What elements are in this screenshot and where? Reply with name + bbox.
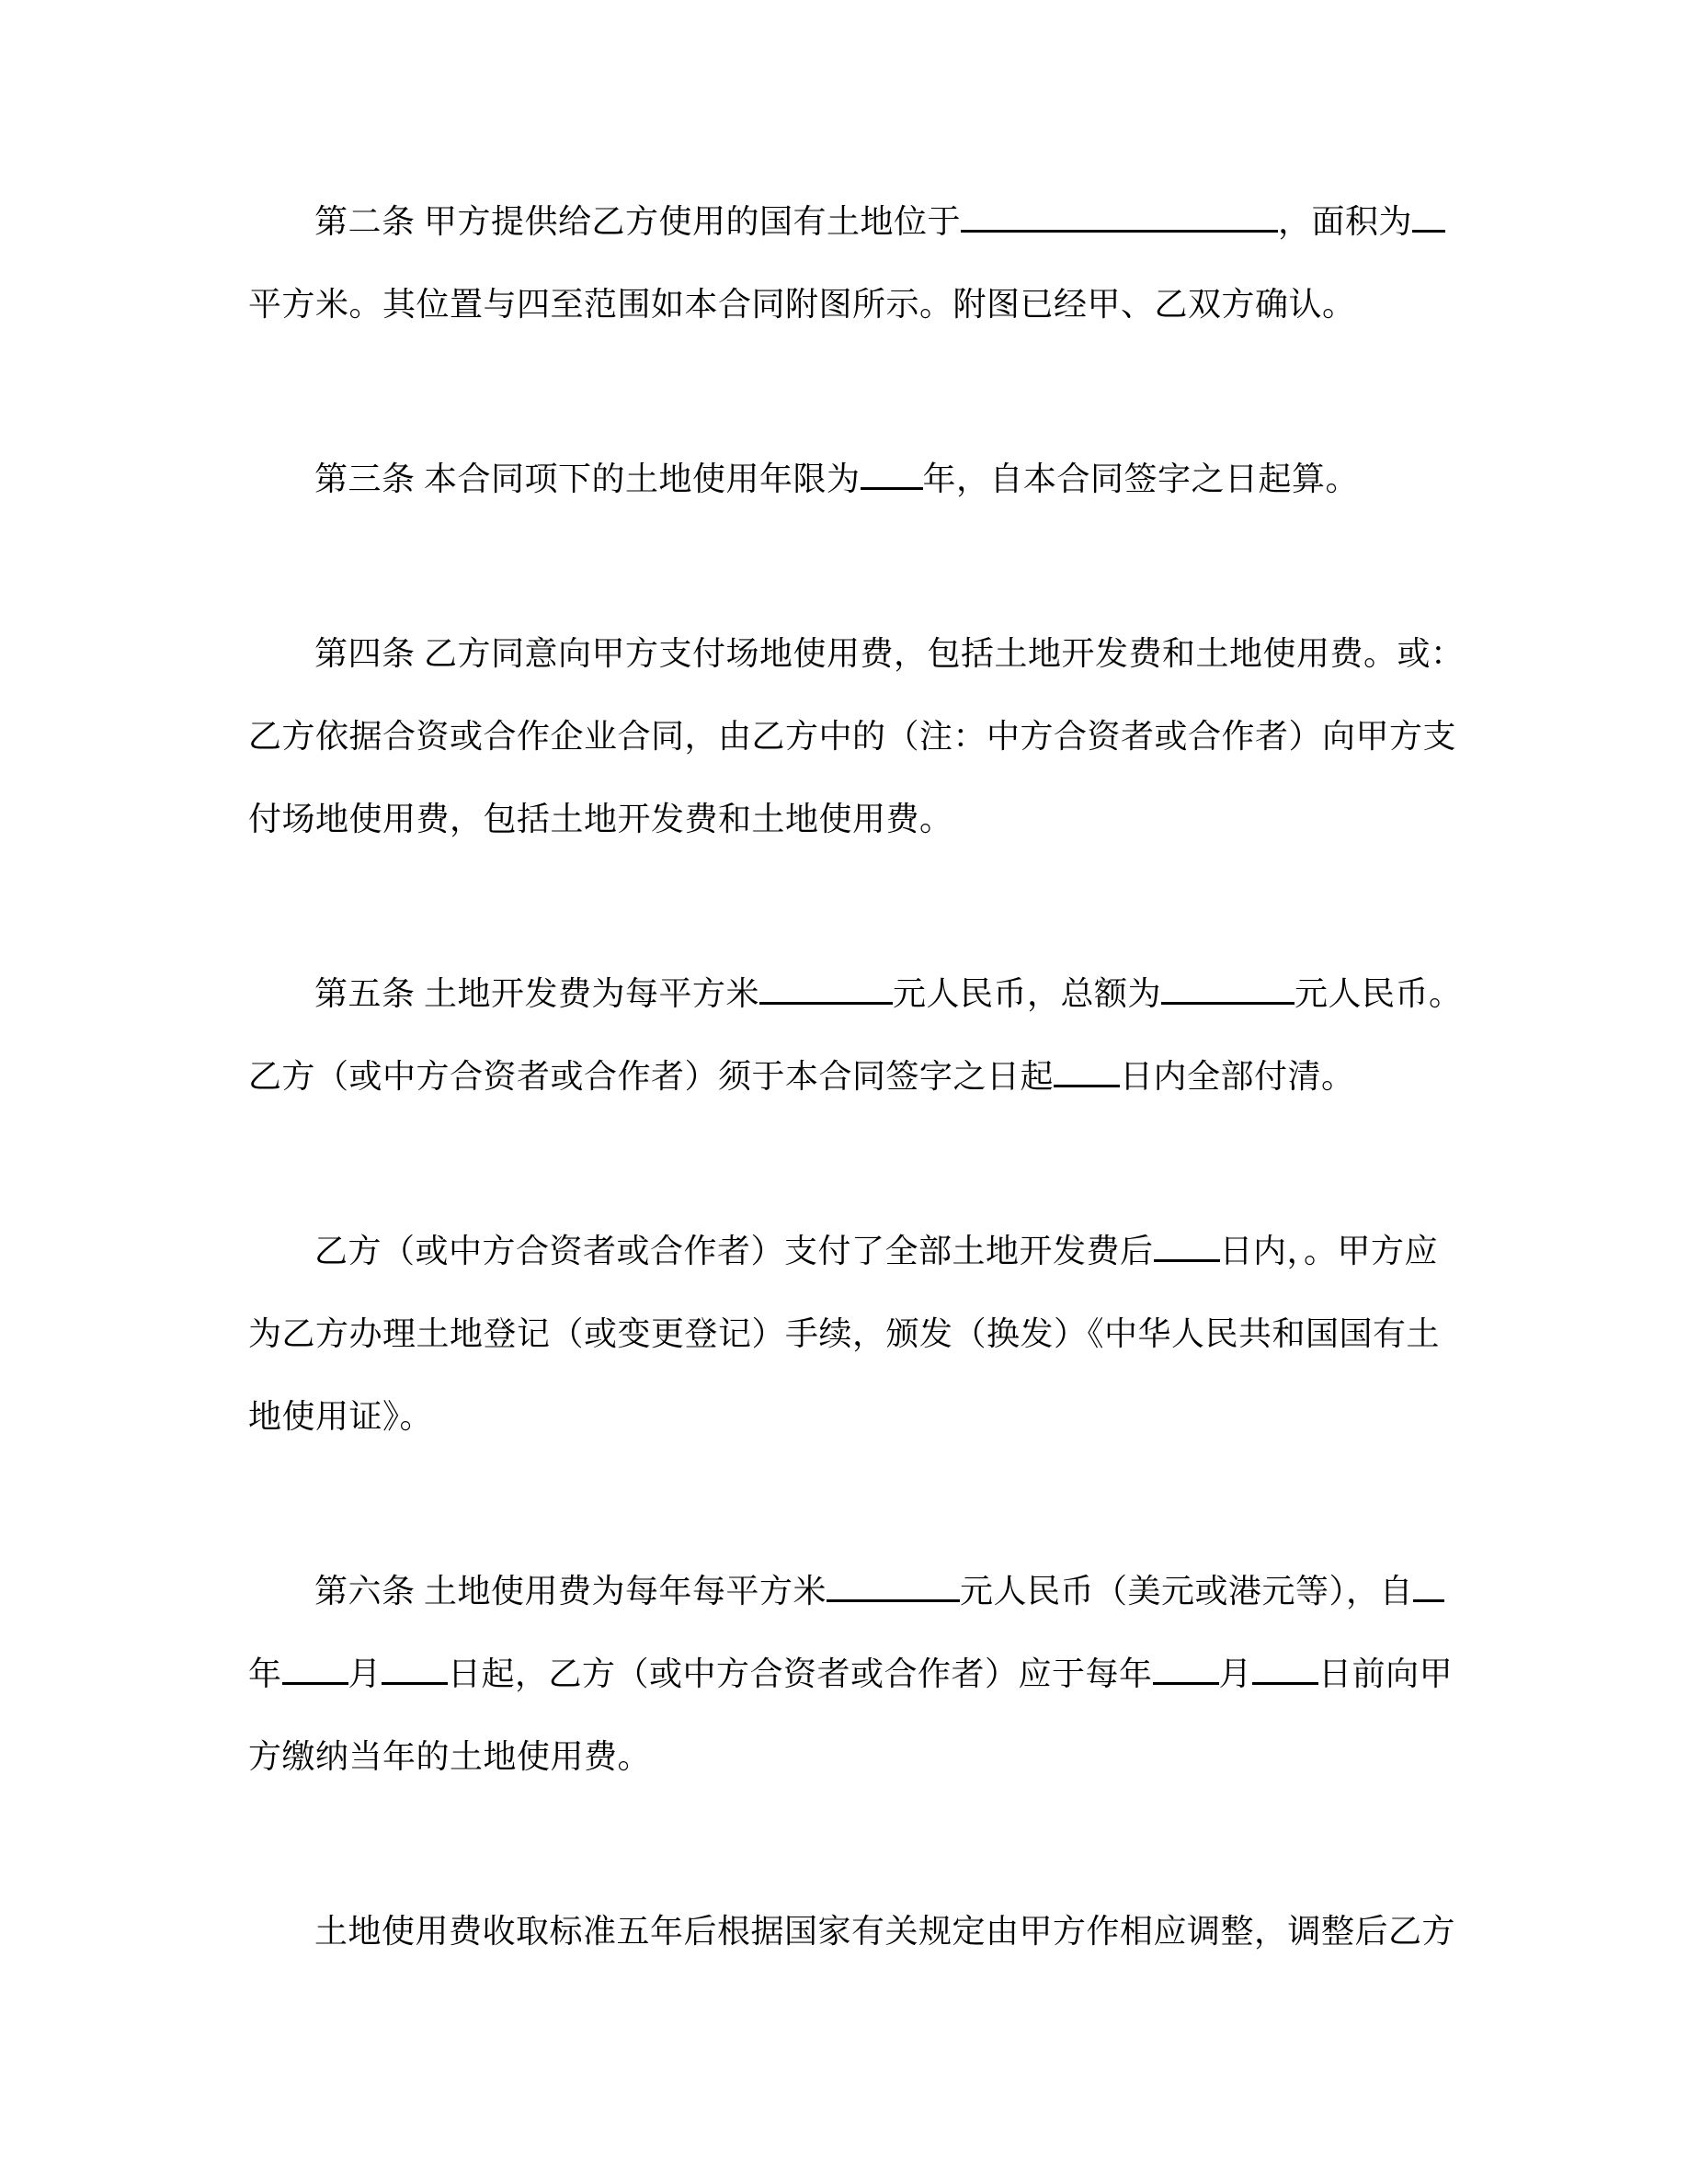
contract-paragraph <box>248 1890 1456 1973</box>
text-run: 第五条 土地开发费为每平方米 <box>314 975 760 1012</box>
text-line <box>248 438 1443 520</box>
text-run: 第六条 土地使用费为每年每平方米 <box>314 1573 827 1610</box>
text-run: 平方米。其位置与四至范围如本合同附图所示。附图已经甲、乙双方确认。 <box>248 286 1356 323</box>
text-run: 元人民币（美元或港元等），自 <box>960 1573 1414 1610</box>
fill-in-blank <box>861 486 923 490</box>
fill-in-blank <box>1161 1001 1295 1005</box>
text-run: 月 <box>1218 1655 1253 1692</box>
text-run: ，面积为 <box>1278 203 1413 240</box>
fill-in-blank <box>759 1001 893 1005</box>
text-run: 年 <box>248 1655 282 1692</box>
text-line <box>248 1292 1443 1375</box>
text-run: 乙方（或中方合资者或合作者）支付了全部土地开发费后 <box>314 1233 1154 1269</box>
text-run: 日内全部付清。 <box>1120 1058 1355 1095</box>
text-run: 月 <box>348 1655 382 1692</box>
text-line <box>248 1715 1443 1798</box>
text-run: 乙方依据合资或合作企业合同，由乙方中的（注：中方合资者或合作者）向甲方支 <box>248 718 1457 755</box>
text-line <box>248 1210 1443 1292</box>
text-run: 第四条 乙方同意向甲方支付场地使用费，包括土地开发费和土地使用费。或： <box>314 635 1465 672</box>
fill-in-blank <box>1153 1681 1219 1685</box>
fill-in-blank <box>1252 1681 1318 1685</box>
fill-in-blank <box>827 1598 960 1602</box>
text-line <box>248 695 1457 778</box>
fill-in-blank <box>382 1681 448 1685</box>
contract-paragraph <box>248 612 1465 860</box>
text-line <box>248 1375 1443 1458</box>
fill-in-blank <box>1154 1258 1220 1262</box>
text-run: 年，自本合同签字之日起算。 <box>922 461 1360 497</box>
text-line <box>248 180 1443 263</box>
text-run: 元人民币。 <box>1295 975 1463 1012</box>
text-run: 付场地使用费，包括土地开发费和土地使用费。 <box>248 801 953 837</box>
text-run: 地使用证》。 <box>248 1398 434 1435</box>
fill-in-blank <box>1413 1598 1444 1602</box>
fill-in-blank <box>961 229 1278 233</box>
text-line <box>248 1632 1454 1715</box>
text-line <box>248 778 1443 860</box>
text-line <box>248 952 1463 1035</box>
text-run: 第二条 甲方提供给乙方使用的国有土地位于 <box>314 203 962 240</box>
document-content <box>248 180 1465 2065</box>
text-run: 日前向甲 <box>1318 1655 1454 1692</box>
text-run: 日内，。甲方应 <box>1219 1233 1439 1269</box>
contract-paragraph <box>248 1210 1443 1458</box>
text-line <box>248 1035 1443 1118</box>
text-run: 为乙方办理土地登记（或变更登记）手续，颁发（换发）《中华人民共和国国有土 <box>248 1315 1441 1352</box>
fill-in-blank <box>1054 1084 1120 1087</box>
text-line <box>248 263 1443 346</box>
contract-paragraph <box>248 438 1443 520</box>
text-run: 元人民币，总额为 <box>893 975 1162 1012</box>
text-run: 方缴纳当年的土地使用费。 <box>248 1738 652 1775</box>
text-run: 第三条 本合同项下的土地使用年限为 <box>314 461 861 497</box>
fill-in-blank <box>282 1681 348 1685</box>
contract-paragraph <box>248 1550 1454 1798</box>
text-run: 土地使用费收取标准五年后根据国家有关规定由甲方作相应调整，调整后乙方 <box>314 1913 1456 1950</box>
text-line <box>248 1890 1456 1973</box>
fill-in-blank <box>1412 229 1445 233</box>
contract-paragraph <box>248 952 1463 1118</box>
text-run: 乙方（或中方合资者或合作者）须于本合同签字之日起 <box>248 1058 1055 1095</box>
text-run: 日起，乙方（或中方合资者或合作者）应于每年 <box>448 1655 1153 1692</box>
text-line <box>248 612 1465 695</box>
contract-paragraph <box>248 180 1443 346</box>
text-line <box>248 1550 1443 1632</box>
